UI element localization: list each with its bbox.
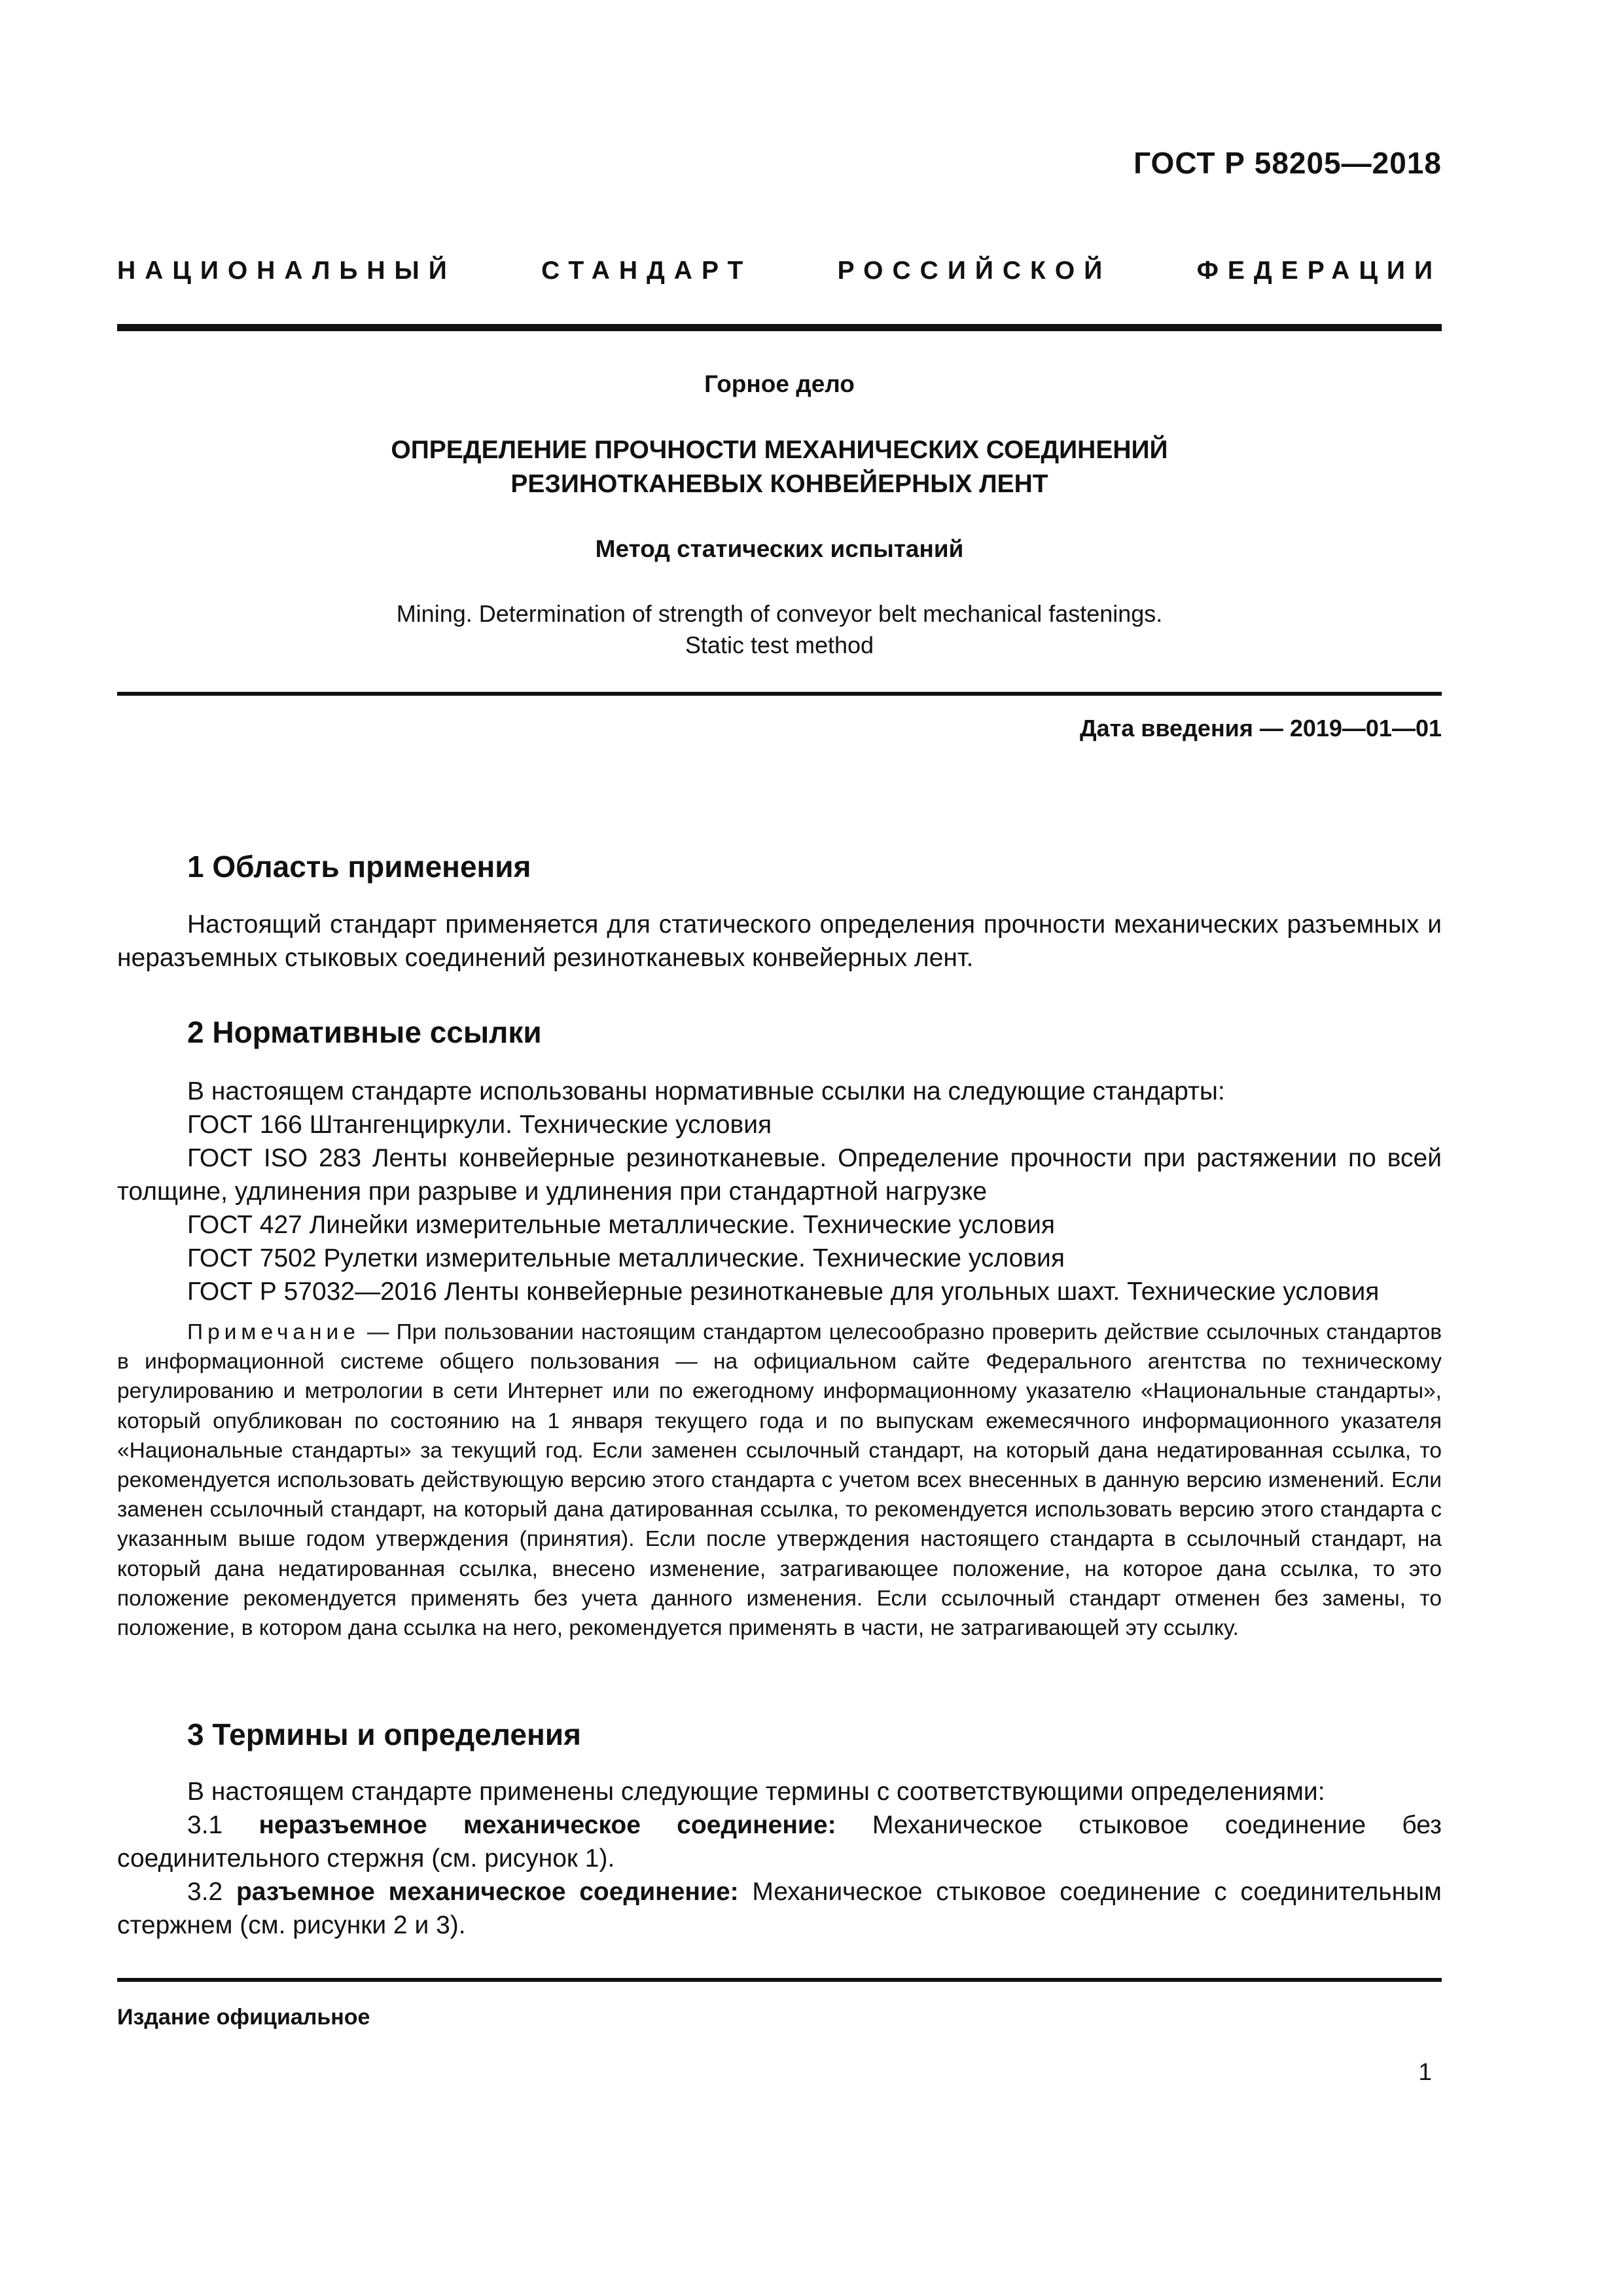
section-1-text: Настоящий стандарт применяется для статического определения прочности механических разъемных и неразъемных стыковых соединений резинотканевых конвейерных лент.: [117, 910, 1442, 972]
term-name: неразъемное механическое соединение:: [259, 1811, 836, 1839]
note-paragraph: [117, 1318, 1442, 1643]
title-line-2: РЕЗИНОТКАНЕВЫХ КОНВЕЙЕРНЫХ ЛЕНТ: [510, 470, 1048, 498]
section-2-note: [117, 1318, 1442, 1643]
footer-divider: [117, 1978, 1442, 1982]
subject-heading: Горное дело: [704, 370, 855, 397]
introduction-date: Дата введения — 2019—01—01: [1079, 715, 1442, 742]
note-label: Примечание: [187, 1320, 360, 1344]
section-2-body: [117, 1075, 1442, 1308]
top-divider: [117, 324, 1442, 331]
term-definition: Механическое стыковое соединение с соединительным стержнем (см. рисунки 2 и 3).: [117, 1878, 1442, 1939]
normative-reference: ГОСТ ISO 283 Ленты конвейерные резинотканевые. Определение прочности при растяжении по всей толщине, удлинения при разрыве и удлинения при стандартной нагрузке: [117, 1144, 1442, 1206]
document-title: [117, 433, 1442, 501]
english-title-line-2: Static test method: [685, 632, 874, 658]
national-standard-banner: НАЦИОНАЛЬНЫЙ СТАНДАРТ РОССИЙСКОЙ ФЕДЕРАЦИИ: [117, 257, 1442, 285]
term-entry-3-2: [117, 1875, 1442, 1942]
english-title: [117, 598, 1442, 661]
english-title-line-1: Mining. Determination of strength of conveyor belt mechanical fastenings.: [396, 600, 1163, 627]
normative-reference: ГОСТ 166 Штангенциркули. Технические условия: [187, 1111, 772, 1139]
term-entry-3-1: [117, 1808, 1442, 1875]
section-3-intro: В настоящем стандарте применены следующие термины с соответствующими определениями:: [187, 1778, 1325, 1806]
section-1-body: [117, 908, 1442, 975]
section-3-heading: 3 Термины и определения: [187, 1717, 581, 1751]
method-subtitle: Метод статических испытаний: [595, 535, 964, 562]
section-3-body: [117, 1775, 1442, 1942]
term-number: 3.1: [187, 1811, 259, 1839]
normative-reference: ГОСТ 7502 Рулетки измерительные металлические. Технические условия: [187, 1244, 1065, 1272]
edition-label: Издание официальное: [117, 2005, 370, 2030]
normative-reference: ГОСТ 427 Линейки измерительные металлические. Технические условия: [187, 1211, 1055, 1239]
normative-reference: ГОСТ Р 57032—2016 Ленты конвейерные резинотканевые для угольных шахт. Технические условия: [187, 1278, 1380, 1306]
title-divider: [117, 692, 1442, 696]
term-name: разъемное механическое соединение:: [236, 1878, 739, 1906]
section-2-heading: 2 Нормативные ссылки: [187, 1015, 542, 1049]
note-text: — При пользовании настоящим стандартом целесообразно проверить действие ссылочных стандартов в информационной системе общего пользования — на официальном сайте Федерального агентства по техническому регулированию и метрологии в сети Интернет или по ежегодному информационному указателю «Национальные стандарты», который опубликован по состоянию на 1 января текущего года и по выпускам ежемесячного информационного указателя «Национальные стандарты» за текущий год. Если заменен ссылочный стандарт, на который дана недатированная ссылка, то рекомендуется использовать действующую версию этого стандарта с учетом всех внесенных в данную версию изменений. Если заменен ссылочный стандарт, на который дана датированная ссылка, то рекомендуется использовать версию этого стандарта с указанным выше годом утверждения (принятия). Если после утверждения настоящего стандарта в ссылочный стандарт, на который дана недатированная ссылка, внесено изменение, затрагивающее положение, на которое дана ссылка, то это положение рекомендуется применять без учета данного изменения. Если ссылочный стандарт отменен без замены, то положение, в котором дана ссылка на него, рекомендуется применять в части, не затрагивающей эту ссылку.: [117, 1320, 1442, 1641]
term-definition: Механическое стыковое соединение без соединительного стержня (см. рисунок 1).: [117, 1811, 1442, 1873]
term-number: 3.2: [187, 1878, 236, 1906]
section-1-heading: 1 Область применения: [187, 850, 531, 884]
page-number: 1: [1418, 2058, 1432, 2085]
section-2-intro: В настоящем стандарте использованы нормативные ссылки на следующие стандарты:: [187, 1077, 1225, 1105]
gost-code: ГОСТ Р 58205—2018: [1133, 146, 1442, 180]
title-line-1: ОПРЕДЕЛЕНИЕ ПРОЧНОСТИ МЕХАНИЧЕСКИХ СОЕДИНЕНИЙ: [391, 436, 1168, 464]
